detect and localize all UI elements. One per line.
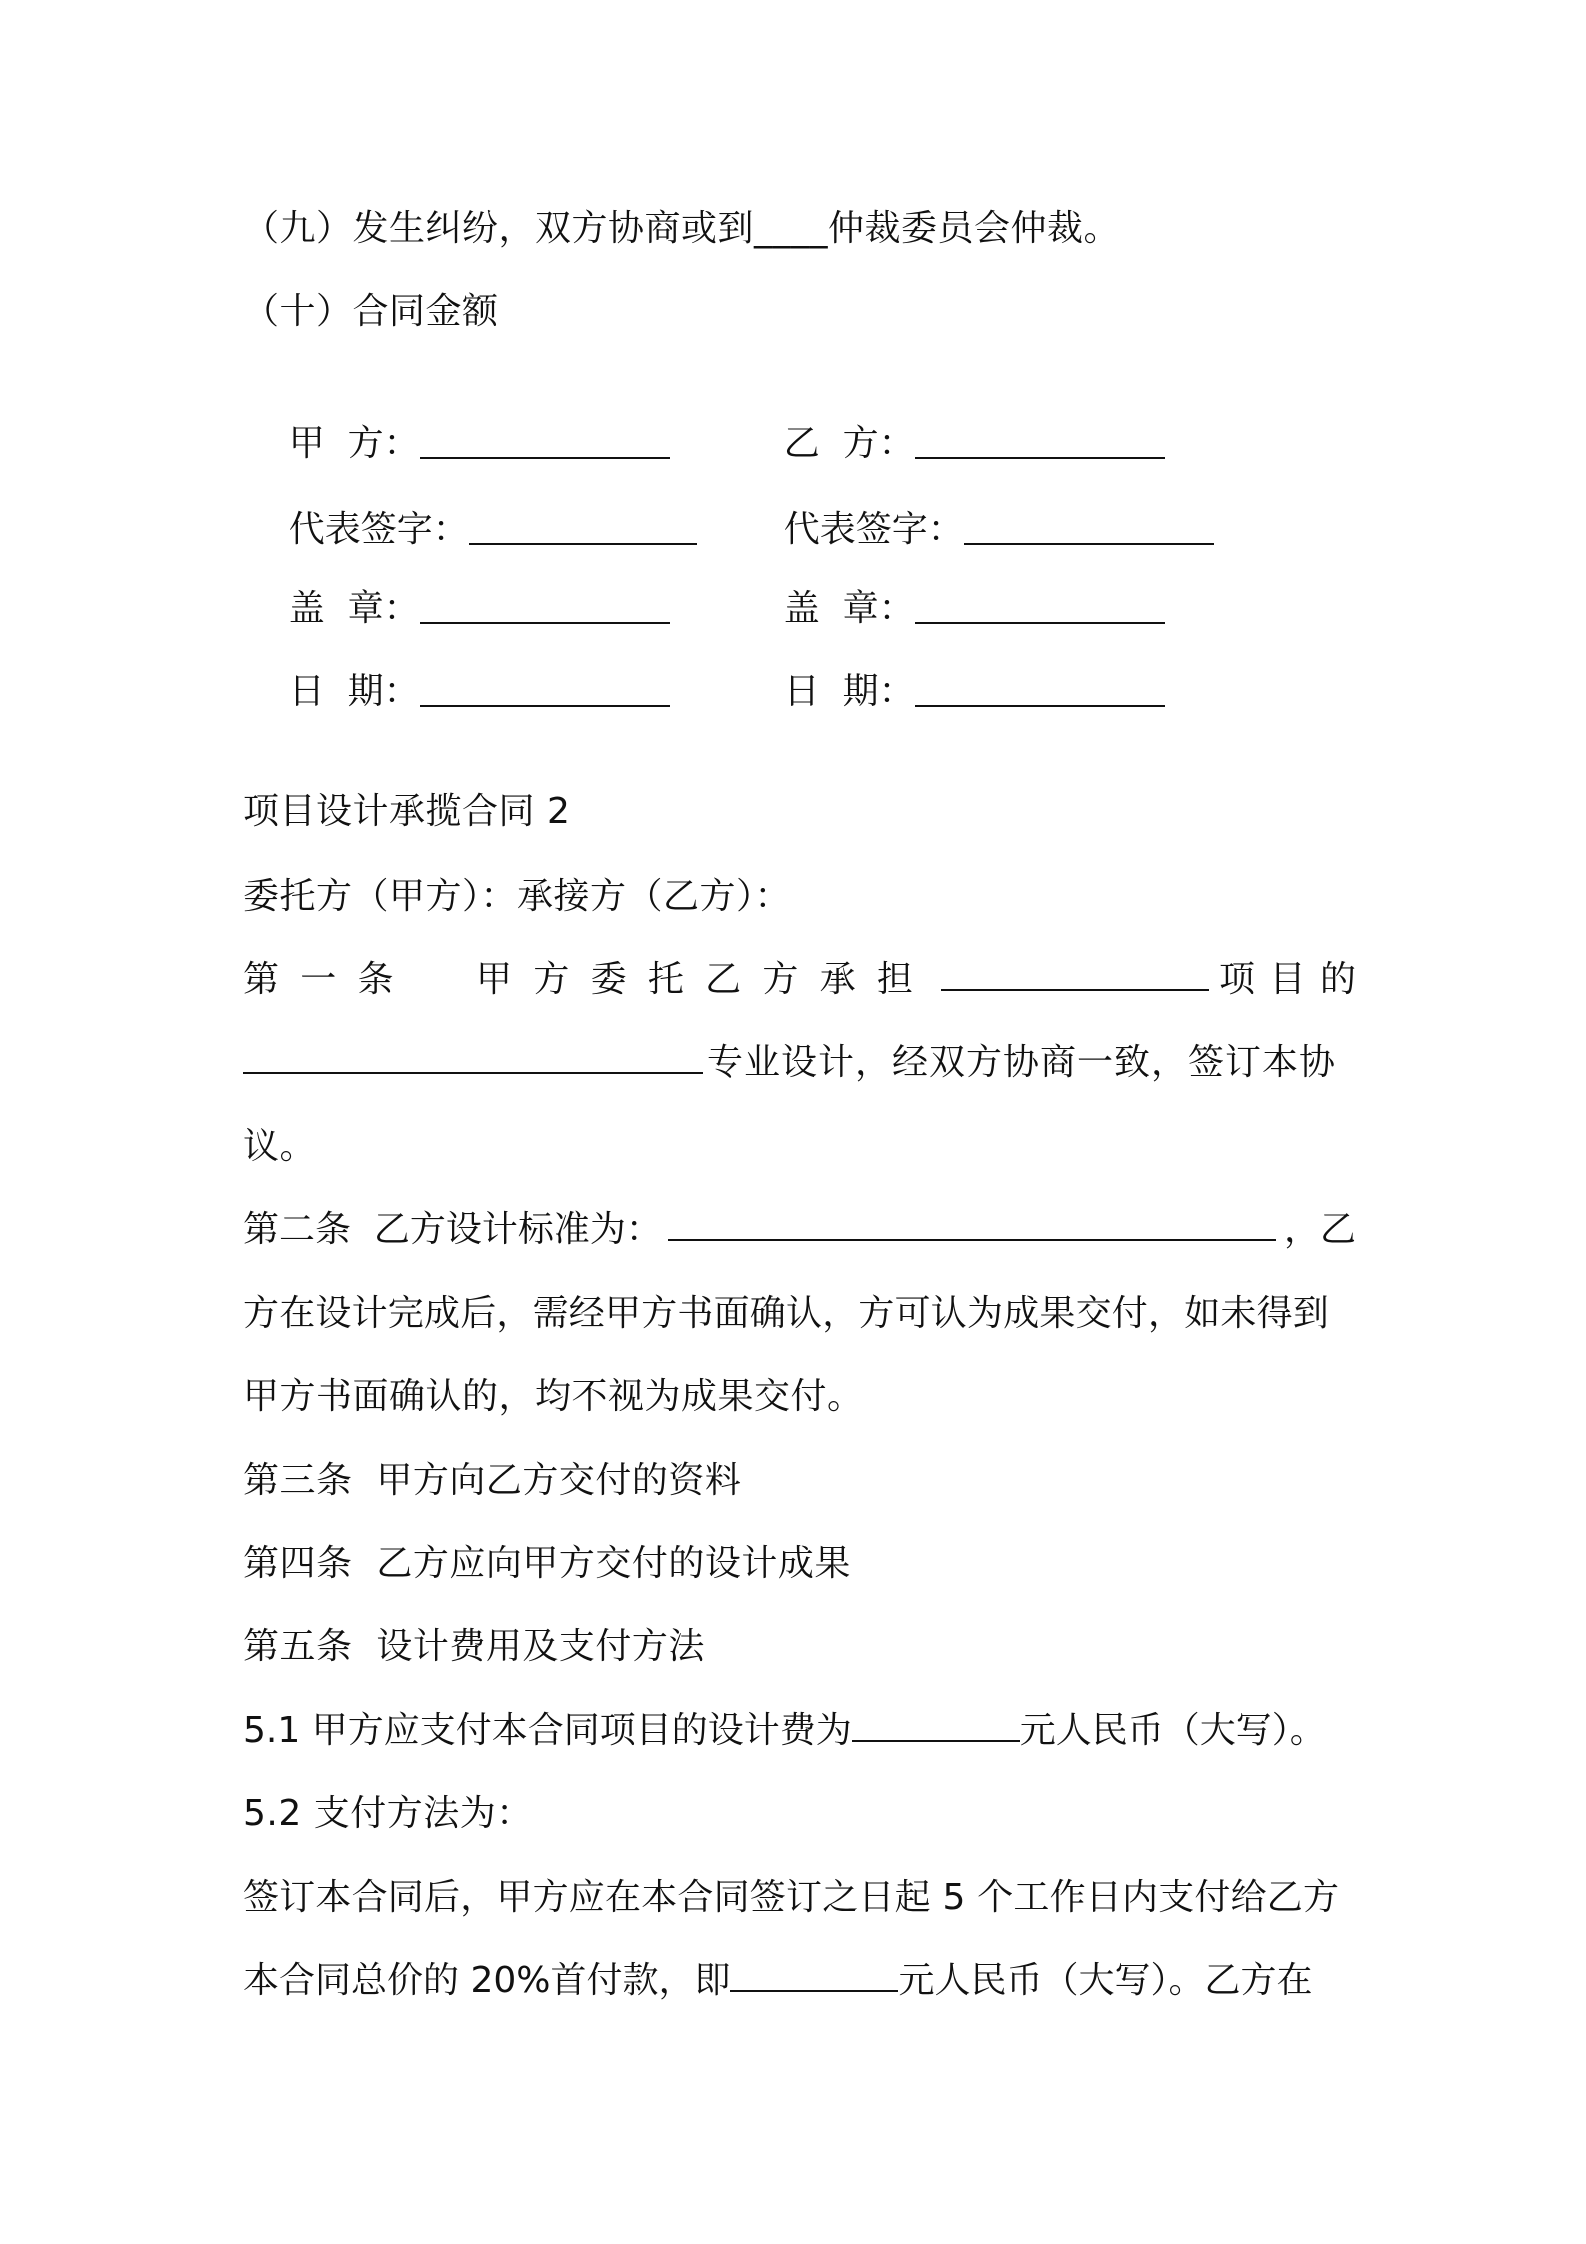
- a1-tail-char: 目: [1269, 959, 1306, 1000]
- article1-spaced-text: [243, 956, 913, 1004]
- item-5-1-tail: 元人民币（大写）。: [1019, 1710, 1326, 1751]
- party-a-label: 甲 方：: [288, 423, 420, 464]
- a1-char: 第: [243, 959, 280, 1000]
- a2-tail: ，乙: [1283, 1209, 1356, 1250]
- a1-char: 甲: [476, 959, 513, 1000]
- party-b-label: 乙 方：: [783, 423, 915, 464]
- seal-a-label: 盖 章：: [288, 588, 420, 629]
- a1-char: 一: [300, 959, 337, 1000]
- a1-project-blank: [941, 959, 1209, 991]
- a1-char: 担: [876, 959, 913, 1000]
- payment-line2: [243, 1957, 1356, 2005]
- article1-line1: [243, 956, 1356, 1004]
- date-a-field: [243, 620, 670, 764]
- payment-line2-tail: 元人民币（大写）。乙方在: [898, 1960, 1313, 2001]
- a1-char: 条: [357, 959, 394, 1000]
- article5: 第五条 设计费用及支付方法: [243, 1626, 705, 1667]
- article4: 第四条 乙方应向甲方交付的设计成果: [243, 1543, 851, 1584]
- article2-line1: [243, 1206, 1356, 1254]
- date-b-field: [738, 620, 1165, 764]
- article2-line3: 甲方书面确认的，均不视为成果交付。: [243, 1376, 864, 1417]
- rep-b-label: 代表签字：: [783, 509, 964, 550]
- item-5-1-fee-blank: [852, 1710, 1020, 1742]
- item-5-1: [243, 1707, 1356, 1755]
- article2-line2: 方在设计完成后，需经甲方书面确认，方可认为成果交付，如未得到: [243, 1293, 1330, 1334]
- a1-line2-text: 专业设计，经双方协商一致，签订本协: [707, 1042, 1337, 1083]
- a1-tail-char: 项: [1219, 959, 1256, 1000]
- parties-line: 委托方（甲方）：承接方（乙方）：: [243, 876, 792, 917]
- article3: 第三条 甲方向乙方交付的资料: [243, 1460, 742, 1501]
- item-5-1-head: 5.1 甲方应支付本合同项目的设计费为: [243, 1710, 852, 1751]
- date-b-blank: [915, 675, 1165, 707]
- article1-line2: [243, 1039, 1356, 1087]
- clause-9: （九）发生纠纷，双方协商或到____仲裁委员会仲裁。: [243, 208, 1121, 249]
- date-a-label: 日 期：: [288, 671, 420, 712]
- party-a-blank: [420, 427, 670, 459]
- a1-discipline-blank: [243, 1042, 703, 1074]
- a1-char: 乙: [705, 959, 742, 1000]
- a2-head: 第二条 乙方设计标准为：: [243, 1209, 662, 1250]
- a1-char: 托: [647, 959, 684, 1000]
- payment-line1: 签订本合同后，甲方应在本合同签订之日起 5 个工作日内支付给乙方: [243, 1877, 1340, 1918]
- a1-char: 方: [762, 959, 799, 1000]
- clause-10: （十）合同金额: [243, 291, 499, 332]
- a1-tail-char: 的: [1319, 959, 1356, 1000]
- date-b-label: 日 期：: [783, 671, 915, 712]
- a2-standard-blank: [668, 1209, 1276, 1241]
- item-5-2: 5.2 支付方法为：: [243, 1793, 533, 1834]
- date-a-blank: [420, 675, 670, 707]
- a1-char: 承: [819, 959, 856, 1000]
- article1-line3: 议。: [243, 1126, 317, 1167]
- a1-tail: [1209, 956, 1356, 1004]
- seal-b-label: 盖 章：: [783, 588, 915, 629]
- payment-line2-head: 本合同总价的 20%首付款，即: [243, 1960, 731, 2001]
- a1-char: 委: [590, 959, 627, 1000]
- a1-char: 方: [533, 959, 570, 1000]
- payment-amount-blank: [730, 1960, 898, 1992]
- party-b-blank: [915, 427, 1165, 459]
- contract2-title: 项目设计承揽合同 2: [243, 791, 571, 832]
- rep-a-label: 代表签字：: [288, 509, 469, 550]
